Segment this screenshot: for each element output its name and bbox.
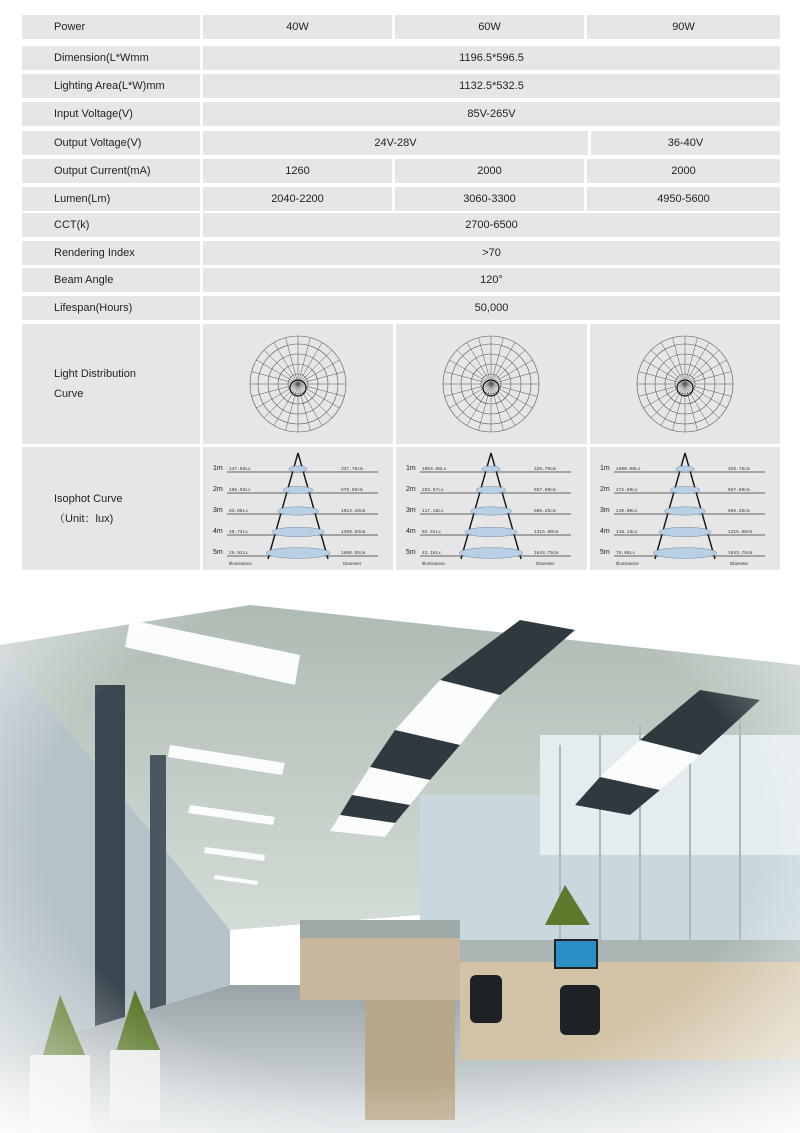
isophot-distance-label: 2m xyxy=(406,485,417,493)
isophot-distance-label: 5m xyxy=(213,548,223,556)
row-rendering xyxy=(22,241,780,265)
isophot-footer-right: Diameter xyxy=(729,560,749,566)
isophot-illuminance: 65.91Lx xyxy=(422,529,442,535)
isophot-diameter: 328.75cm xyxy=(534,466,557,472)
isophot-cone-icon xyxy=(600,449,770,569)
light-distribution-line1: Light Distribution xyxy=(54,368,136,380)
row-dimension xyxy=(22,46,780,70)
isophot-panel-40 xyxy=(203,447,393,570)
isophot-illuminance: 472.50Lx xyxy=(615,487,638,493)
isophot-diameter: 986.25cm xyxy=(727,508,750,514)
isophot-diameter: 1315.00cm xyxy=(727,529,753,535)
isophot-distance-label: 3m xyxy=(213,506,223,514)
isophot-diameter: 657.50cm xyxy=(727,487,750,493)
isophot-distance-label: 1m xyxy=(406,464,417,472)
isophot-footer-right: Diameter xyxy=(343,560,362,566)
isophot-line1: Isophot Curve xyxy=(54,492,123,505)
row-isophot xyxy=(22,447,780,570)
input-voltage-value: 85V-265V xyxy=(203,102,780,126)
dimension-value: 1196.5*596.5 xyxy=(203,46,780,70)
row-power xyxy=(22,15,780,39)
isophot-illuminance: 263.67Lx xyxy=(422,487,445,493)
isophot-line2: （Unit：lux) xyxy=(54,512,114,525)
rendering-value: >70 xyxy=(203,241,780,265)
isophot-distance-label: 4m xyxy=(406,527,417,535)
label-rendering: Rendering Index xyxy=(22,241,200,265)
row-lighting-area xyxy=(22,74,780,98)
isophot-illuminance: 42.18Lx xyxy=(422,550,442,556)
row-lifespan xyxy=(22,296,780,320)
label-isophot xyxy=(22,447,200,570)
isophot-distance-label: 3m xyxy=(599,506,610,514)
spec-table xyxy=(22,15,780,570)
polar-panel-40 xyxy=(203,324,393,444)
isophot-panel-90 xyxy=(590,447,780,570)
label-lighting-area: Lighting Area(L*W)mm xyxy=(22,74,200,98)
output-current-90: 2000 xyxy=(587,159,780,183)
power-40: 40W xyxy=(203,15,392,39)
isophot-diameter: 328.75cm xyxy=(727,466,750,472)
label-lumen: Lumen(Lm) xyxy=(22,187,200,211)
isophot-distance-label: 2m xyxy=(599,485,610,493)
label-dimension: Dimension(L*Wmm xyxy=(22,46,200,70)
row-output-voltage xyxy=(22,131,780,155)
power-60: 60W xyxy=(395,15,584,39)
label-power: Power xyxy=(22,15,200,39)
isophot-footer-left: Illuminance xyxy=(615,560,639,566)
isophot-distance-label: 4m xyxy=(213,527,223,535)
isophot-diameter: 1643.75cm xyxy=(534,550,559,556)
isophot-distance-label: 2m xyxy=(213,485,223,493)
isophot-distance-label: 5m xyxy=(406,548,417,556)
polar-panel-60 xyxy=(396,324,586,444)
isophot-illuminance: 1890.00Lx xyxy=(615,466,641,472)
isophot-diameter: 337.75cm xyxy=(341,466,363,472)
cct-value: 2700-6500 xyxy=(203,213,780,237)
isophot-illuminance: 186.93Lx xyxy=(229,487,251,493)
isophot-illuminance: 117.18Lx xyxy=(422,508,445,514)
polar-chart-icon xyxy=(439,332,543,436)
row-input-voltage xyxy=(22,102,780,126)
isophot-footer-left: Illuminance xyxy=(229,560,252,566)
lighting-area-value: 1132.5*532.5 xyxy=(203,74,780,98)
power-90: 90W xyxy=(587,15,780,39)
row-beam-angle xyxy=(22,268,780,292)
isophot-illuminance: 75.60Lx xyxy=(615,550,635,556)
isophot-illuminance: 1054.68Lx xyxy=(422,466,447,472)
isophot-diameter: 1688.55cm xyxy=(341,550,366,556)
isophot-diameter: 1315.00cm xyxy=(534,529,559,535)
label-input-voltage: Input Voltage(V) xyxy=(22,102,200,126)
isophot-footer-right: Diameter xyxy=(536,560,555,566)
polar-chart-icon xyxy=(246,332,350,436)
output-voltage-90: 36-40V xyxy=(591,131,780,155)
lumen-40: 2040-2200 xyxy=(203,187,392,211)
isophot-illuminance: 46.73Lx xyxy=(229,529,249,535)
row-output-current xyxy=(22,159,780,183)
label-output-voltage: Output Voltage(V) xyxy=(22,131,200,155)
lumen-60: 3060-3300 xyxy=(395,187,584,211)
output-current-60: 2000 xyxy=(395,159,584,183)
isophot-illuminance: 29.91Lx xyxy=(229,550,249,556)
label-beam-angle: Beam Angle xyxy=(22,268,200,292)
lumen-90: 4950-5600 xyxy=(587,187,780,211)
row-light-distribution xyxy=(22,324,780,444)
isophot-footer-left: Illuminance xyxy=(422,560,446,566)
isophot-diameter: 1643.75cm xyxy=(727,550,753,556)
isophot-distance-label: 3m xyxy=(406,506,417,514)
label-cct: CCT(k) xyxy=(22,213,200,237)
isophot-panel-60 xyxy=(396,447,586,570)
lifespan-value: 50,000 xyxy=(203,296,780,320)
isophot-cone-icon xyxy=(213,449,383,569)
beam-angle-value: 120° xyxy=(203,268,780,292)
isophot-diameter: 986.25cm xyxy=(534,508,557,514)
polar-panel-90 xyxy=(590,324,780,444)
isophot-distance-label: 1m xyxy=(599,464,610,472)
isophot-distance-label: 1m xyxy=(213,464,223,472)
polar-chart-icon xyxy=(633,332,737,436)
isophot-diameter: 1350.83cm xyxy=(341,529,366,535)
isophot-distance-label: 5m xyxy=(599,548,610,556)
isophot-illuminance: 210.00Lx xyxy=(615,508,638,514)
row-lumen xyxy=(22,187,780,211)
isophot-illuminance: 83.08Lx xyxy=(229,508,249,514)
isophot-illuminance: 147.69Lx xyxy=(229,466,251,472)
label-light-distribution xyxy=(22,324,200,444)
isophot-diameter: 657.50cm xyxy=(534,487,557,493)
light-distribution-line2: Curve xyxy=(54,388,84,400)
output-voltage-40-60: 24V-28V xyxy=(203,131,588,155)
isophot-diameter: 675.50cm xyxy=(341,487,363,493)
output-current-40: 1260 xyxy=(203,159,392,183)
isophot-cone-icon xyxy=(406,449,576,569)
isophot-distance-label: 4m xyxy=(599,527,610,535)
isophot-diameter: 1013.10cm xyxy=(341,508,366,514)
office-photo xyxy=(0,585,800,1133)
isophot-illuminance: 118.13Lx xyxy=(615,529,638,535)
label-output-current: Output Current(mA) xyxy=(22,159,200,183)
row-cct xyxy=(22,213,780,237)
label-lifespan: Lifespan(Hours) xyxy=(22,296,200,320)
